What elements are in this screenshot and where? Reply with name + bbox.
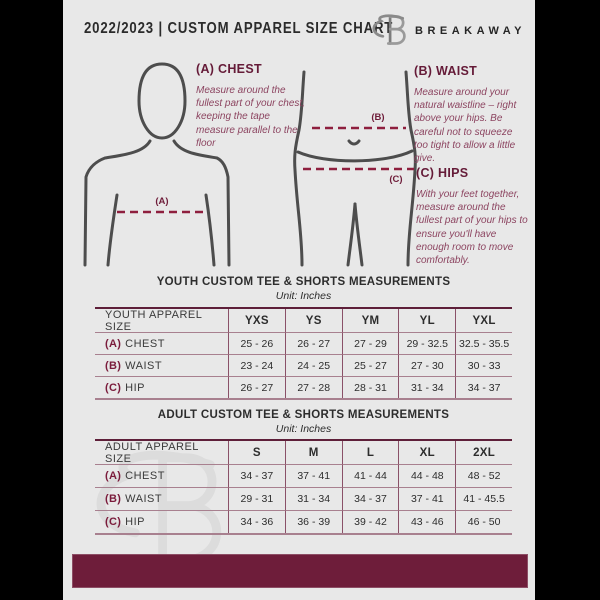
adult-chest-s: 34 - 37	[228, 464, 285, 487]
adult-waist-2xl: 41 - 45.5	[455, 487, 512, 510]
adult-hip-m: 36 - 39	[285, 510, 342, 533]
adult-size-xl: XL	[398, 441, 455, 464]
youth-size-label-cell: YOUTH APPAREL SIZE	[105, 308, 202, 333]
youth-size-ys: YS	[285, 309, 342, 332]
youth-size-ym: YM	[342, 309, 399, 332]
hips-heading: (C) HIPS	[416, 166, 469, 180]
adult-size-2xl: 2XL	[455, 441, 512, 464]
adult-chest-l: 41 - 44	[342, 464, 399, 487]
youth-chest-yxl: 32.5 - 35.5	[455, 332, 512, 354]
brand-name: BREAKAWAY	[415, 25, 526, 37]
adult-chest-m: 37 - 41	[285, 464, 342, 487]
adult-size-l: L	[342, 441, 399, 464]
adult-chest-row-label: (A) CHEST	[95, 464, 228, 487]
chest-instructions: Measure around the fullest part of your chest, keeping the tape measure parallel to the floor	[196, 85, 305, 149]
adult-chest-2xl: 48 - 52	[455, 464, 512, 487]
adult-waist-xl: 37 - 41	[398, 487, 455, 510]
chest-heading: (A) CHEST	[196, 62, 262, 76]
adult-hip-row-label: (C) HIP	[95, 510, 228, 533]
hips-instructions: With your feet together, measure around the fullest part of your hips to ensure you'll have enough room to move comfortably.	[416, 189, 528, 266]
adult-hip-2xl: 46 - 50	[455, 510, 512, 533]
youth-hip-yl: 31 - 34	[398, 376, 455, 398]
youth-table-title: YOUTH CUSTOM TEE & SHORTS MEASUREMENTS	[156, 276, 451, 288]
adult-waist-l: 34 - 37	[342, 487, 399, 510]
adult-waist-row-label: (B) WAIST	[95, 487, 228, 510]
youth-waist-yl: 27 - 30	[398, 354, 455, 376]
waist-heading: (B) WAIST	[414, 64, 478, 78]
adult-chest-xl: 44 - 48	[398, 464, 455, 487]
size-chart-page	[63, 0, 535, 600]
youth-hip-ym: 28 - 31	[342, 376, 399, 398]
adult-table-title: ADULT CUSTOM TEE & SHORTS MEASUREMENTS	[157, 409, 450, 421]
adult-waist-m: 31 - 34	[285, 487, 342, 510]
adult-hip-xl: 43 - 46	[398, 510, 455, 533]
adult-hip-l: 39 - 42	[342, 510, 399, 533]
marker-a-label: (A)	[155, 196, 169, 207]
youth-chest-yxs: 25 - 26	[228, 332, 285, 354]
adult-table-unit: Unit: Inches	[275, 423, 332, 435]
youth-size-yxs: YXS	[228, 309, 285, 332]
adult-size-table	[95, 439, 512, 535]
youth-waist-yxl: 30 - 33	[455, 354, 512, 376]
youth-waist-ym: 25 - 27	[342, 354, 399, 376]
youth-chest-row-label: (A) CHEST	[95, 332, 228, 354]
adult-waist-s: 29 - 31	[228, 487, 285, 510]
breakaway-logo-icon	[371, 12, 411, 48]
youth-hip-ys: 27 - 28	[285, 376, 342, 398]
youth-table-unit: Unit: Inches	[275, 290, 332, 302]
youth-size-table	[95, 307, 512, 400]
youth-chest-ys: 26 - 27	[285, 332, 342, 354]
youth-hip-row-label: (C) HIP	[95, 376, 228, 398]
youth-chest-ym: 27 - 29	[342, 332, 399, 354]
youth-waist-ys: 24 - 25	[285, 354, 342, 376]
adult-size-label-cell: ADULT APPAREL SIZE	[105, 440, 199, 465]
youth-waist-yxs: 23 - 24	[228, 354, 285, 376]
marker-b-label: (B)	[371, 112, 385, 123]
page-title: 2022/2023 | CUSTOM APPAREL SIZE CHART	[84, 20, 394, 37]
marker-c-label: (C)	[389, 174, 403, 185]
youth-size-yl: YL	[398, 309, 455, 332]
youth-size-yxl: YXL	[455, 309, 512, 332]
footer-band	[72, 554, 528, 588]
youth-hip-yxs: 26 - 27	[228, 376, 285, 398]
youth-hip-yxl: 34 - 37	[455, 376, 512, 398]
adult-hip-s: 34 - 36	[228, 510, 285, 533]
youth-waist-row-label: (B) WAIST	[95, 354, 228, 376]
adult-size-s: S	[228, 441, 285, 464]
waist-instructions: Measure around your natural waistline – right above your hips. Be careful not to squeeze too tight to allow a little give.	[414, 87, 517, 164]
adult-size-m: M	[285, 441, 342, 464]
youth-chest-yl: 29 - 32.5	[398, 332, 455, 354]
